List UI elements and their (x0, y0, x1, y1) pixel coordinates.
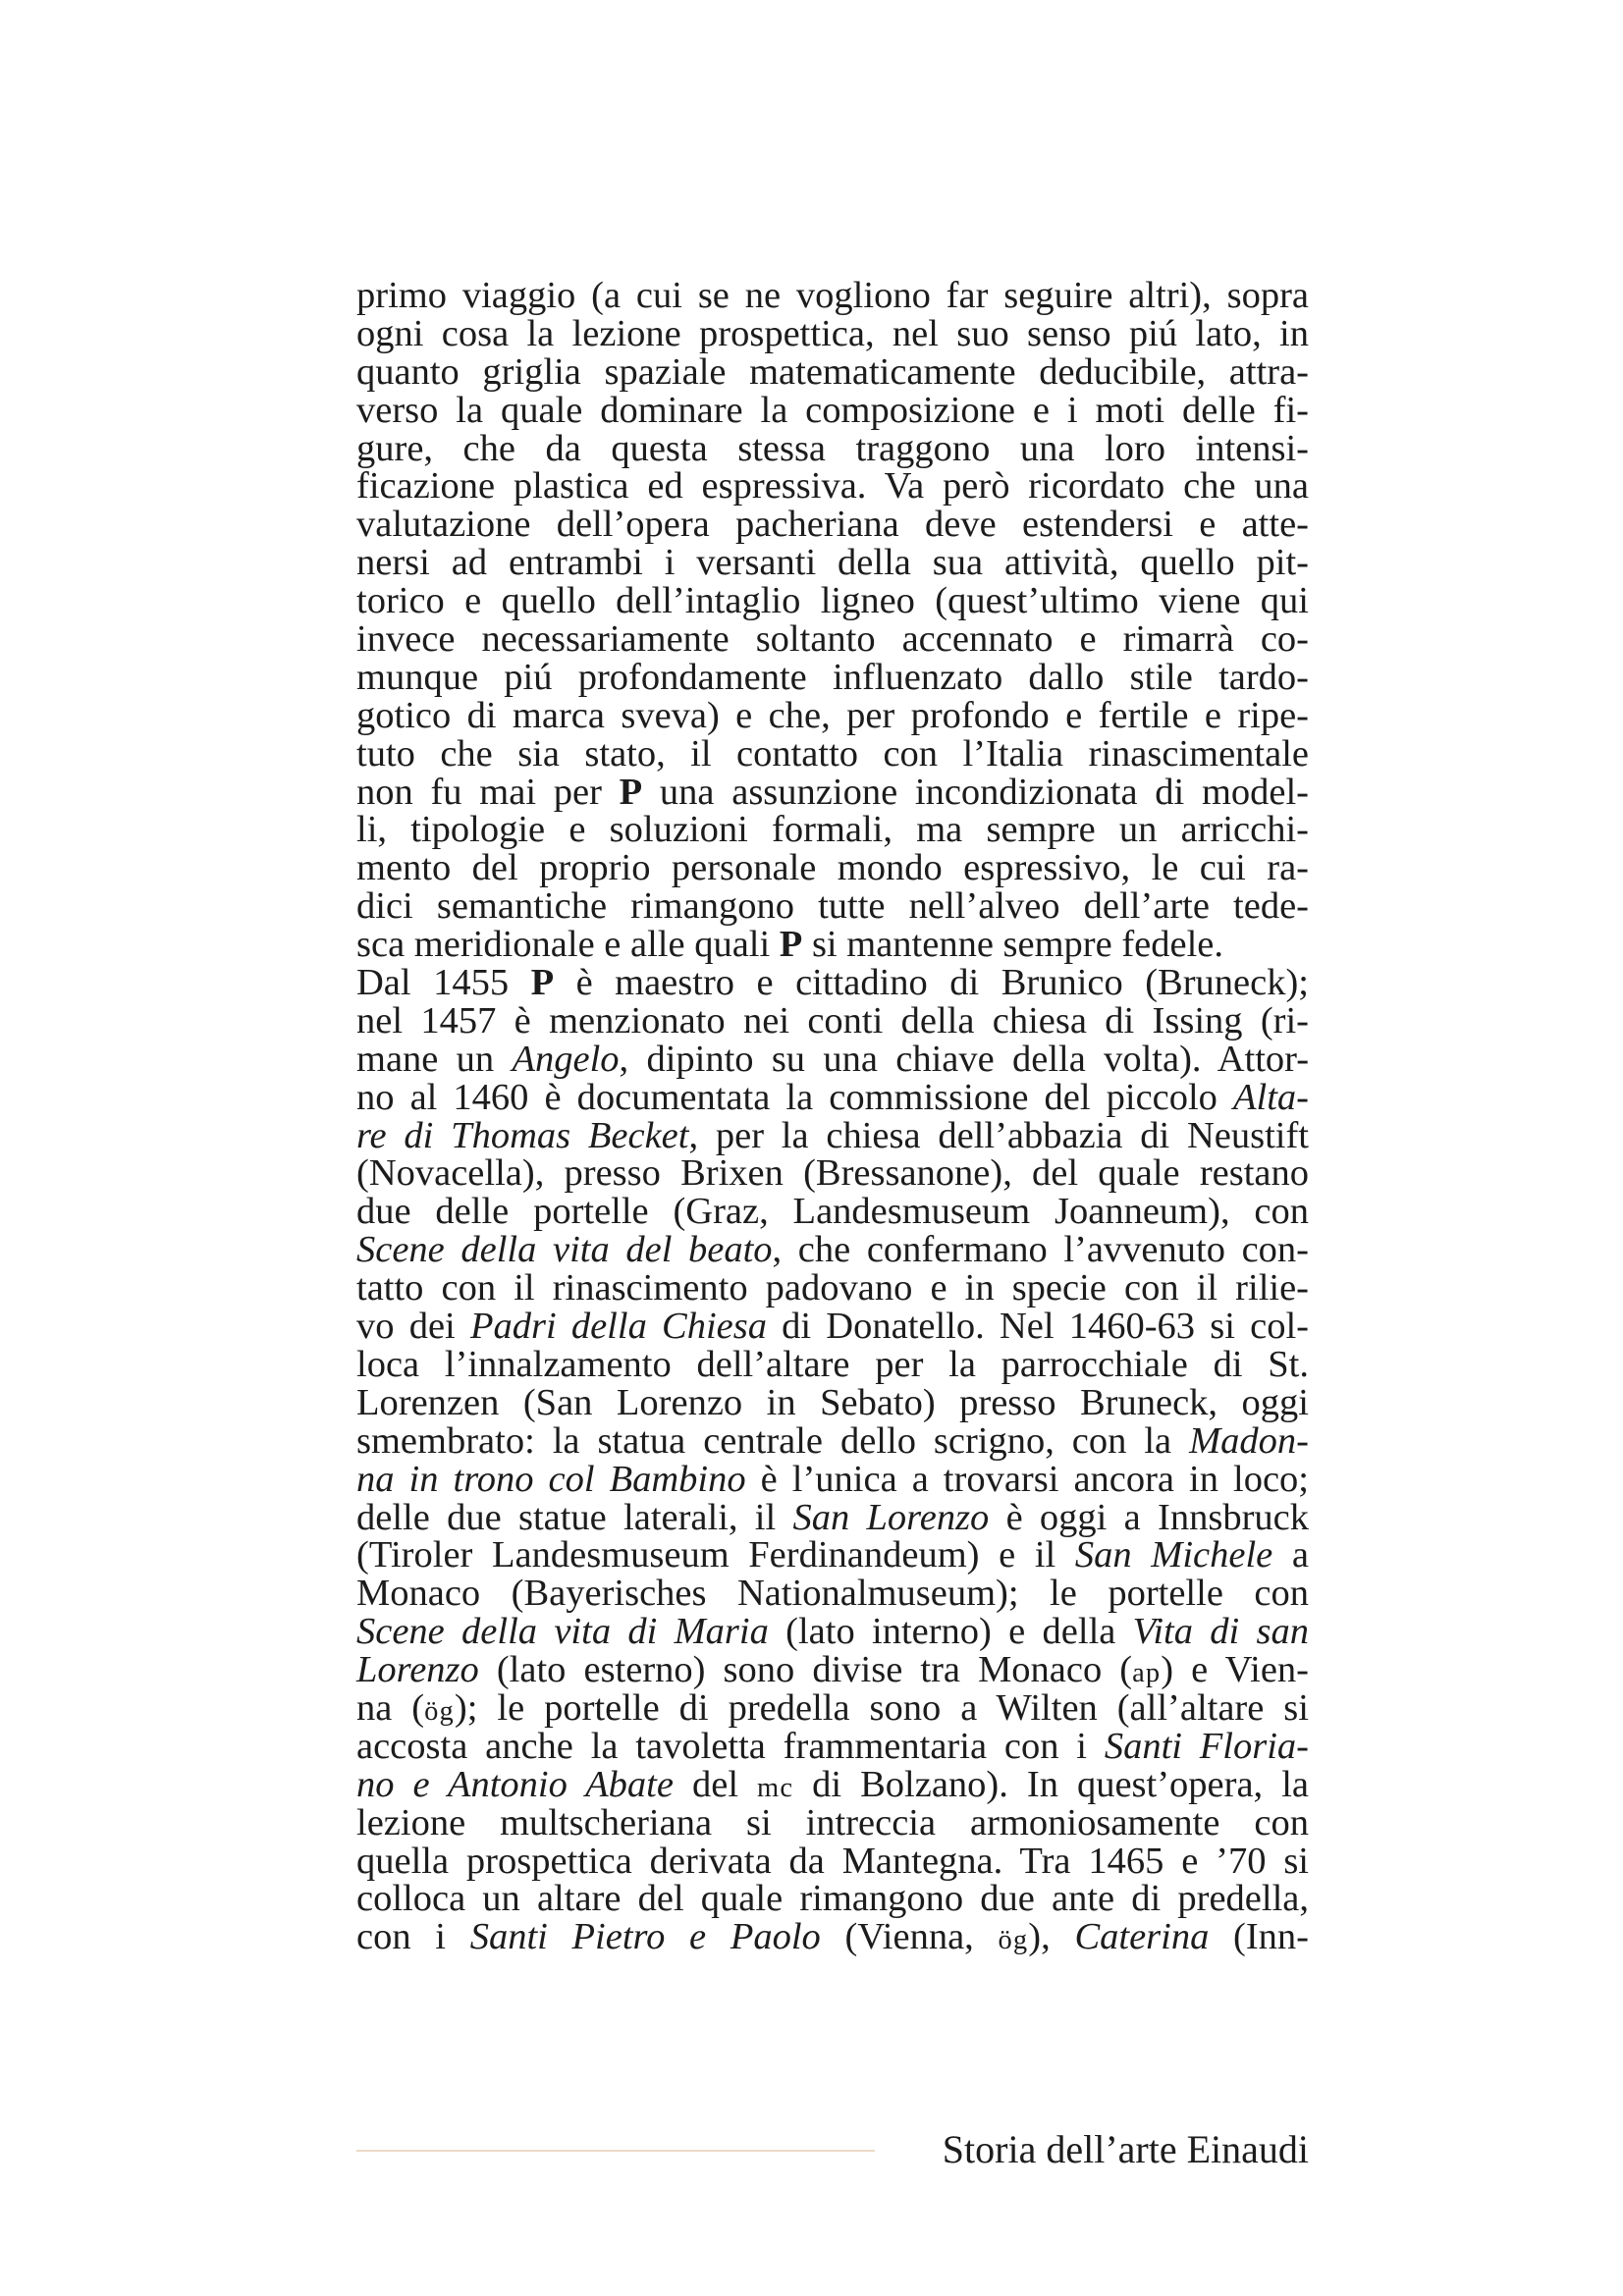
text-segment: , per la chiesa dell’abbazia di Neustift (688, 1114, 1309, 1156)
text-line (356, 1458, 1310, 1500)
text-segment: (Tiroler Landesmuseum Ferdinandeum) e il (356, 1534, 1075, 1576)
italic-title: Angelo (512, 1038, 620, 1080)
footer-rule (356, 2150, 875, 2152)
text-line (356, 544, 1309, 582)
italic-title: Vita di san (1132, 1611, 1309, 1653)
text-segment: lezione multscheriana si intreccia armoniosamente con (356, 1801, 1309, 1843)
text-segment: è oggi a Innsbruck (989, 1496, 1309, 1538)
small-caps-abbrev: ög (424, 1695, 455, 1727)
small-caps-abbrev: ap (1132, 1658, 1162, 1689)
text-segment: Lorenzen (San Lorenzo in Sebato) presso Bruneck, oggi (356, 1381, 1309, 1423)
text-line (356, 887, 1309, 926)
text-segment: li, tipologie e soluzioni formali, ma sempre un arricchi- (356, 809, 1309, 851)
text-segment: con i (356, 1916, 470, 1958)
footer-title: Storia dell’arte Einaudi (942, 2127, 1309, 2171)
text-segment: gure, che da questa stessa traggono una loro intensi- (356, 427, 1309, 469)
text-line (356, 1763, 1309, 1805)
text-segment: na ( (356, 1686, 425, 1729)
italic-title: Scene della vita di Maria (356, 1611, 769, 1653)
text-line (356, 389, 1309, 431)
bold-initial: P (619, 771, 643, 813)
text-line (356, 1193, 1309, 1231)
text-segment: (Vienna, (820, 1916, 999, 1958)
text-segment: del (673, 1763, 758, 1805)
text-line (356, 1801, 1309, 1843)
text-segment: ); le portelle di predella sono a Wilten (all’altare si (454, 1686, 1309, 1729)
italic-title: Lorenzo (356, 1649, 479, 1691)
body-text (356, 277, 1309, 1956)
text-segment: , che confermano l’avvenuto con- (772, 1229, 1309, 1271)
text-segment: tatto con il rinascimento padovano e in specie con il rilie- (356, 1267, 1309, 1309)
italic-title: re di Thomas Becket (356, 1114, 689, 1156)
text-line (356, 1613, 1309, 1651)
text-line (356, 1343, 1309, 1385)
text-segment: due delle portelle (Graz, Landesmuseum Joanneum), con (356, 1191, 1309, 1233)
text-line (356, 427, 1309, 469)
text-segment: torico e quello dell’intaglio ligneo (quest’ultimo viene qui (356, 580, 1309, 622)
text-segment: quella prospettica derivata da Mantegna. Tra 1465 e ’70 si (356, 1840, 1309, 1882)
italic-title: Caterina (1074, 1916, 1210, 1958)
italic-title: no e Antonio Abate (356, 1763, 674, 1805)
text-line (356, 1496, 1309, 1538)
text-line (356, 1231, 1309, 1269)
text-line (356, 1076, 1309, 1118)
text-segment: invece necessariamente soltanto accennato e rimarrà co- (356, 618, 1309, 661)
text-segment: valutazione dell’opera pacheriana deve estendersi e atte- (356, 504, 1309, 546)
text-segment: è l’unica a trovarsi ancora in loco; (745, 1458, 1310, 1500)
text-line (356, 312, 1309, 354)
bold-initial: P (530, 962, 555, 1004)
text-line (356, 1725, 1309, 1767)
text-segment: si mantenne sempre fedele. (802, 924, 1223, 966)
text-segment: nersi ad entrambi i versanti della sua attività, quello pit- (356, 542, 1309, 584)
text-segment: vo dei (356, 1306, 470, 1348)
text-line (356, 964, 1309, 1002)
text-line (356, 277, 1309, 315)
text-line (356, 1308, 1309, 1346)
text-line (356, 656, 1309, 698)
italic-title: San Lorenzo (792, 1496, 990, 1538)
text-segment: di Bolzano). In quest’opera, la (793, 1763, 1309, 1805)
italic-title: Padri della Chiesa (469, 1306, 767, 1348)
text-line (356, 582, 1309, 620)
text-segment: delle due statue laterali, il (356, 1496, 793, 1538)
text-segment: verso la quale dominare la composizione e i moti delle fi- (356, 389, 1309, 431)
text-line (356, 350, 1309, 393)
text-line (356, 1381, 1309, 1423)
text-line (356, 1842, 1309, 1881)
text-segment: smembrato: la statua centrale dello scrigno, con la (356, 1419, 1190, 1462)
page-footer (356, 2122, 1309, 2177)
text-segment: gotico di marca sveva) e che, per profondo e fertile e ripe- (356, 694, 1309, 736)
italic-title: Alta- (1233, 1076, 1309, 1118)
text-line (356, 771, 1310, 813)
text-segment: mane un (356, 1038, 513, 1080)
text-segment: ), (1028, 1916, 1075, 1958)
text-line (356, 999, 1309, 1041)
italic-title: San Michele (1074, 1534, 1273, 1576)
italic-title: Santi Floria- (1104, 1725, 1309, 1767)
italic-title: Santi Pietro e Paolo (469, 1916, 821, 1958)
text-line (356, 1686, 1309, 1729)
text-segment: (Novacella), presso Brixen (Bressanone), del quale restano (356, 1152, 1309, 1195)
text-line (356, 1651, 1309, 1689)
text-line (356, 1419, 1309, 1462)
text-line (356, 1038, 1310, 1080)
text-line (356, 1880, 1309, 1918)
text-segment: (lato esterno) sono divise tra Monaco ( (478, 1649, 1133, 1691)
text-segment: Monaco (Bayerisches Nationalmuseum); le portelle con (356, 1573, 1309, 1615)
text-line (356, 506, 1309, 544)
text-line (356, 467, 1309, 506)
text-segment: a (1272, 1534, 1309, 1576)
text-line (356, 811, 1309, 849)
text-segment: accosta anche la tavoletta frammentaria con i (356, 1725, 1105, 1767)
italic-title: Madon- (1189, 1419, 1309, 1462)
text-line (356, 694, 1309, 736)
small-caps-abbrev: ög (998, 1925, 1029, 1956)
text-segment: Dal 1455 (356, 962, 531, 1004)
text-segment: (lato interno) e della (768, 1611, 1133, 1653)
text-line (356, 1114, 1309, 1156)
text-segment: non fu mai per (356, 771, 620, 813)
text-line (356, 1575, 1309, 1613)
text-line (356, 620, 1309, 659)
text-segment: no al 1460 è documentata la commissione del piccolo (356, 1076, 1234, 1118)
text-segment: (Inn- (1209, 1916, 1310, 1958)
text-line (356, 1269, 1309, 1308)
text-line (356, 926, 1309, 964)
italic-title: na in trono col Bambino (356, 1458, 746, 1500)
text-segment: sca meridionale e alle quali (356, 924, 780, 966)
text-segment: ogni cosa la lezione prospettica, nel suo senso piú lato, in (356, 312, 1309, 354)
small-caps-abbrev: mc (757, 1772, 794, 1803)
text-segment: mento del proprio personale mondo espressivo, le cui ra- (356, 847, 1309, 889)
text-line (356, 732, 1309, 774)
italic-title: Scene della vita del beato (356, 1229, 773, 1271)
text-segment: ) e Vien- (1161, 1649, 1309, 1691)
text-segment: munque piú profondamente influenzato dallo stile tardo- (356, 656, 1309, 698)
bold-initial: P (779, 924, 803, 966)
text-segment: nel 1457 è menzionato nei conti della chiesa di Issing (ri- (356, 999, 1309, 1041)
text-line (356, 1536, 1309, 1575)
text-segment: dici semantiche rimangono tutte nell’alveo dell’arte tede- (356, 885, 1309, 928)
text-segment: quanto griglia spaziale matematicamente deducibile, attra- (356, 350, 1309, 393)
text-segment: di Donatello. Nel 1460-63 si col- (766, 1306, 1309, 1348)
text-segment: è maestro e cittadino di Brunico (Bruneck); (554, 962, 1309, 1004)
text-segment: una assunzione incondizionata di model- (642, 771, 1310, 813)
text-line (356, 1918, 1309, 1956)
text-line (356, 849, 1309, 887)
text-segment: tuto che sia stato, il contatto con l’Italia rinascimentale (356, 732, 1309, 774)
text-segment: loca l’innalzamento dell’altare per la parrocchiale di St. (356, 1343, 1309, 1385)
text-segment: primo viaggio (a cui se ne vogliono far seguire altri), sopra (356, 275, 1309, 316)
text-segment: colloca un altare del quale rimangono due ante di predella, (356, 1878, 1309, 1920)
text-line (356, 1154, 1309, 1193)
text-segment: ficazione plastica ed espressiva. Va però ricordato che una (356, 465, 1309, 507)
text-segment: , dipinto su una chiave della volta). Attor- (619, 1038, 1310, 1080)
